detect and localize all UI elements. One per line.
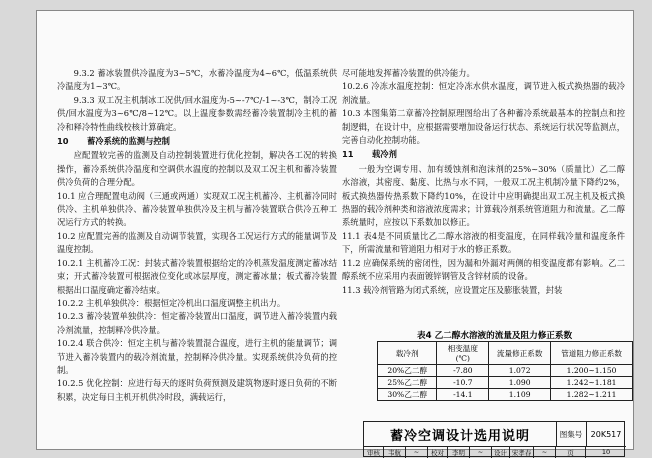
paragraph: 应配置较完善的监测及自动控制装置进行优化控制，解决各工况的转换操作，蓄冷系统供冷温度和空调供水温度的控制以及双工况主机和蓄冷装置供冷负荷的合理分配。 — [57, 150, 337, 188]
header-cell: 管道阻力修正系数 — [551, 342, 633, 365]
left-column — [57, 67, 337, 404]
table-row — [378, 389, 633, 401]
design-label: 设计 — [492, 446, 510, 458]
right-column — [342, 67, 625, 297]
table-cell: 1.242~1.181 — [551, 377, 633, 389]
header-cell: 流量修正系数 — [489, 342, 551, 365]
paragraph: 10.2.2 主机单独供冷：根据恒定冷机出口温度调整主机出力。 — [57, 297, 286, 308]
proof-name: 李明 — [448, 446, 470, 458]
review-name: 韦航 — [384, 446, 406, 458]
proof-signature: ~ — [470, 446, 492, 458]
review-label: 审核 — [364, 446, 384, 458]
atlas-number: 20K517 — [586, 422, 626, 447]
table-cell: 30%乙二醇 — [378, 389, 437, 401]
design-signature: ~ — [534, 446, 556, 458]
header-cell: 相变温度(℃) — [437, 342, 489, 365]
review-signature: ~ — [406, 446, 428, 458]
atlas-label: 图集号 — [556, 422, 587, 447]
paragraph: 10.2.4 联合供冷：恒定主机与蓄冷装置混合温度，进行主机的能量调节；调节进入蓄冷装置内的载冷剂流量，控制释冷供冷量。实现系统供冷负荷的控制。 — [57, 338, 337, 375]
section-number: 11 — [342, 149, 354, 160]
paragraph: 11.1 表4是不同质量比乙二醇水溶液的相变温度，在同样载冷量和温度条件下，所需流量和管道阻力相对于水的修正系数。 — [342, 230, 625, 255]
paragraph: 10.1 应合理配置电动阀（三通或两通）实现双工况主机蓄冷、主机蓄冷同时供冷、主机单独供冷、蓄冷装置单独供冷及主机与蓄冷装置联合供冷五种工况运行方式的转换。 — [57, 190, 337, 228]
table-cell: 1.072 — [489, 365, 551, 377]
section-10-heading — [57, 135, 337, 148]
table-cell: -10.7 — [437, 377, 489, 389]
section-11-heading — [342, 148, 625, 161]
paragraph: 10.2.5 优化控制：应进行每天的逐时负荷预测及建筑物逐时逐日负荷的不断积累，决定每日主机开机供冷时段，满载运行， — [57, 378, 337, 402]
section-number: 10 — [57, 136, 69, 147]
page-number: 10 — [601, 448, 611, 456]
design-name: 宋孝春 — [510, 446, 534, 458]
paragraph: 10.3 本图集第二章蓄冷控制原理图给出了各种蓄冷系统最基本的控制点和控制逻辑，在设计中，应根据需要增加设备运行状态、系统运行状况等监测点，完善自动化控制功能。 — [342, 108, 625, 146]
page-label: 页 — [556, 446, 586, 458]
paragraph: 11.2 应确保系统的密闭性，因为漏和外漏对两侧的相变温度都有影响。乙二醇系统不应采用内表面镀锌钢管及含锌材质的设备。 — [342, 257, 625, 282]
paragraph: 10.2 应配置完善的监测及自动调节装置，实现各工况运行方式的能量调节及温度控制。 — [57, 230, 337, 255]
table-cell: -14.1 — [437, 389, 489, 401]
header-cell: 载冷剂 — [378, 342, 437, 365]
section-title: 载冷剂 — [372, 149, 397, 160]
paragraph: 尽可能地发挥蓄冷装置的供冷能力。 — [342, 68, 475, 78]
paragraph: 10.2.6 冷冻水温度控制：恒定冷冻水供水温度，调节进入板式换热器的载冷剂流量。 — [342, 81, 625, 105]
section-title: 蓄冷系统的监测与控制 — [87, 136, 170, 147]
drawing-sheet — [36, 10, 634, 457]
table-row — [378, 365, 633, 377]
table-cell: 25%乙二醇 — [378, 377, 437, 389]
table-row — [378, 377, 633, 389]
paragraph: 9.3.3 双工况主机制冰工况供/回水温度为-5~-7℃/-1~-3℃，制冷工况供/回水温度为3~6℃/8~12℃。以上温度参数需经蓄冷装置制冷主机的蓄冷和释冷特性曲线校核计算确定。 — [57, 94, 337, 132]
paragraph: 9.3.2 蓄冰装置供冷温度为3~5℃，水蓄冷温度为4~6℃，低温系统供冷温度为1~3℃。 — [57, 68, 337, 92]
table-cell: 1.109 — [489, 389, 551, 401]
table-cell: 20%乙二醇 — [378, 365, 437, 377]
table-title: 表4 乙二醇水溶液的流量及阻力修正系数 — [417, 331, 573, 341]
paragraph: 11.3 载冷剂管路为闭式系统，应设置定压及膨胀装置，封装 — [342, 284, 563, 295]
paragraph: 10.2.1 主机蓄冷工况：封装式蓄冷装置根据给定的冷机蒸发温度测定蓄冰结束；开式蓄冷装置可根据液位变化或冰层厚度，测定蓄冰量；板式蓄冷装置根据出口温度确定蓄冷结束。 — [57, 257, 337, 295]
table-header-row — [378, 342, 633, 365]
paragraph: 10.2.3 蓄冷装置单独供冷：恒定蓄冷装置出口温度，调节进入蓄冷装置内载冷剂流量，控制释冷供冷量。 — [57, 311, 337, 335]
paragraph: 一般为空调专用、加有缓蚀剂和泡沫剂的25%~30%（质量比）乙二醇水溶液，其密度、黏度、比热与水不同，一般双工况主机制冷量下降约2%，板式换热器传热系数下降约10%，在设计中应明确提出双工况主机及板式换热器的载冷剂种类和溶液浓度需求；计算载冷剂系统管道阻力和流量。乙二醇系统量时，应按以下系数加以修正。 — [342, 163, 625, 228]
correction-table — [377, 341, 633, 401]
title-block — [363, 421, 625, 457]
table-cell: 1.090 — [489, 377, 551, 389]
table-cell: -7.80 — [437, 365, 489, 377]
table-cell: 1.282~1.211 — [551, 389, 633, 401]
proof-label: 校对 — [428, 446, 448, 458]
table-cell: 1.200~1.150 — [551, 365, 633, 377]
drawing-title: 蓄冷空调设计选用说明 — [364, 422, 557, 447]
